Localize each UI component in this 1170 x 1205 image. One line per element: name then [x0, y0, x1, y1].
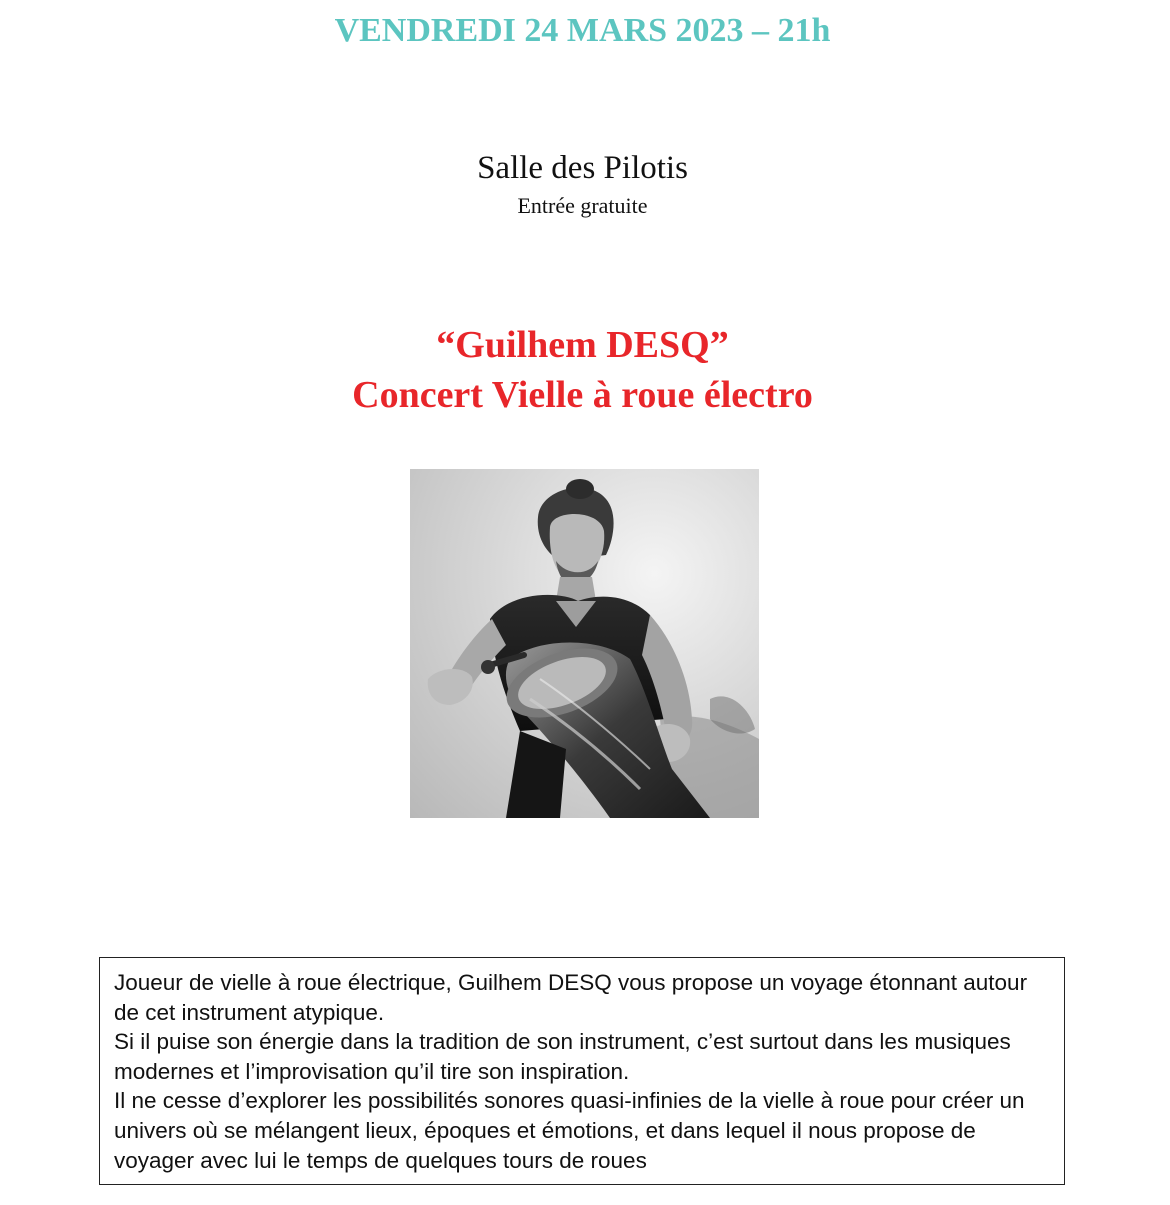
concert-title: Concert Vielle à roue électro — [352, 374, 813, 416]
artist-name: “Guilhem DESQ” — [436, 324, 729, 366]
description-paragraph: Il ne cesse d’explorer les possibilités sonores quasi-infinies de la vielle à roue pour créer un univers où se mélangent lieux, époques et émotions, et dans lequel il nous propose de voyager avec lui le temps de quelques tours de roues — [114, 1088, 1025, 1173]
description-paragraph: Si il puise son énergie dans la tradition de son instrument, c’est surtout dans les musiques modernes et l’improvisation qu’il tire son inspiration. — [114, 1029, 1011, 1084]
venue-name: Salle des Pilotis — [477, 150, 688, 186]
entry-info: Entrée gratuite — [517, 193, 648, 218]
event-date: VENDREDI 24 MARS 2023 – 21h — [334, 12, 831, 49]
artist-photo — [410, 469, 759, 818]
description-paragraph: Joueur de vielle à roue électrique, Guilhem DESQ vous propose un voyage étonnant autour de cet instrument atypique. — [114, 970, 1028, 1025]
musician-illustration — [410, 469, 759, 818]
description-box — [99, 957, 1065, 1185]
